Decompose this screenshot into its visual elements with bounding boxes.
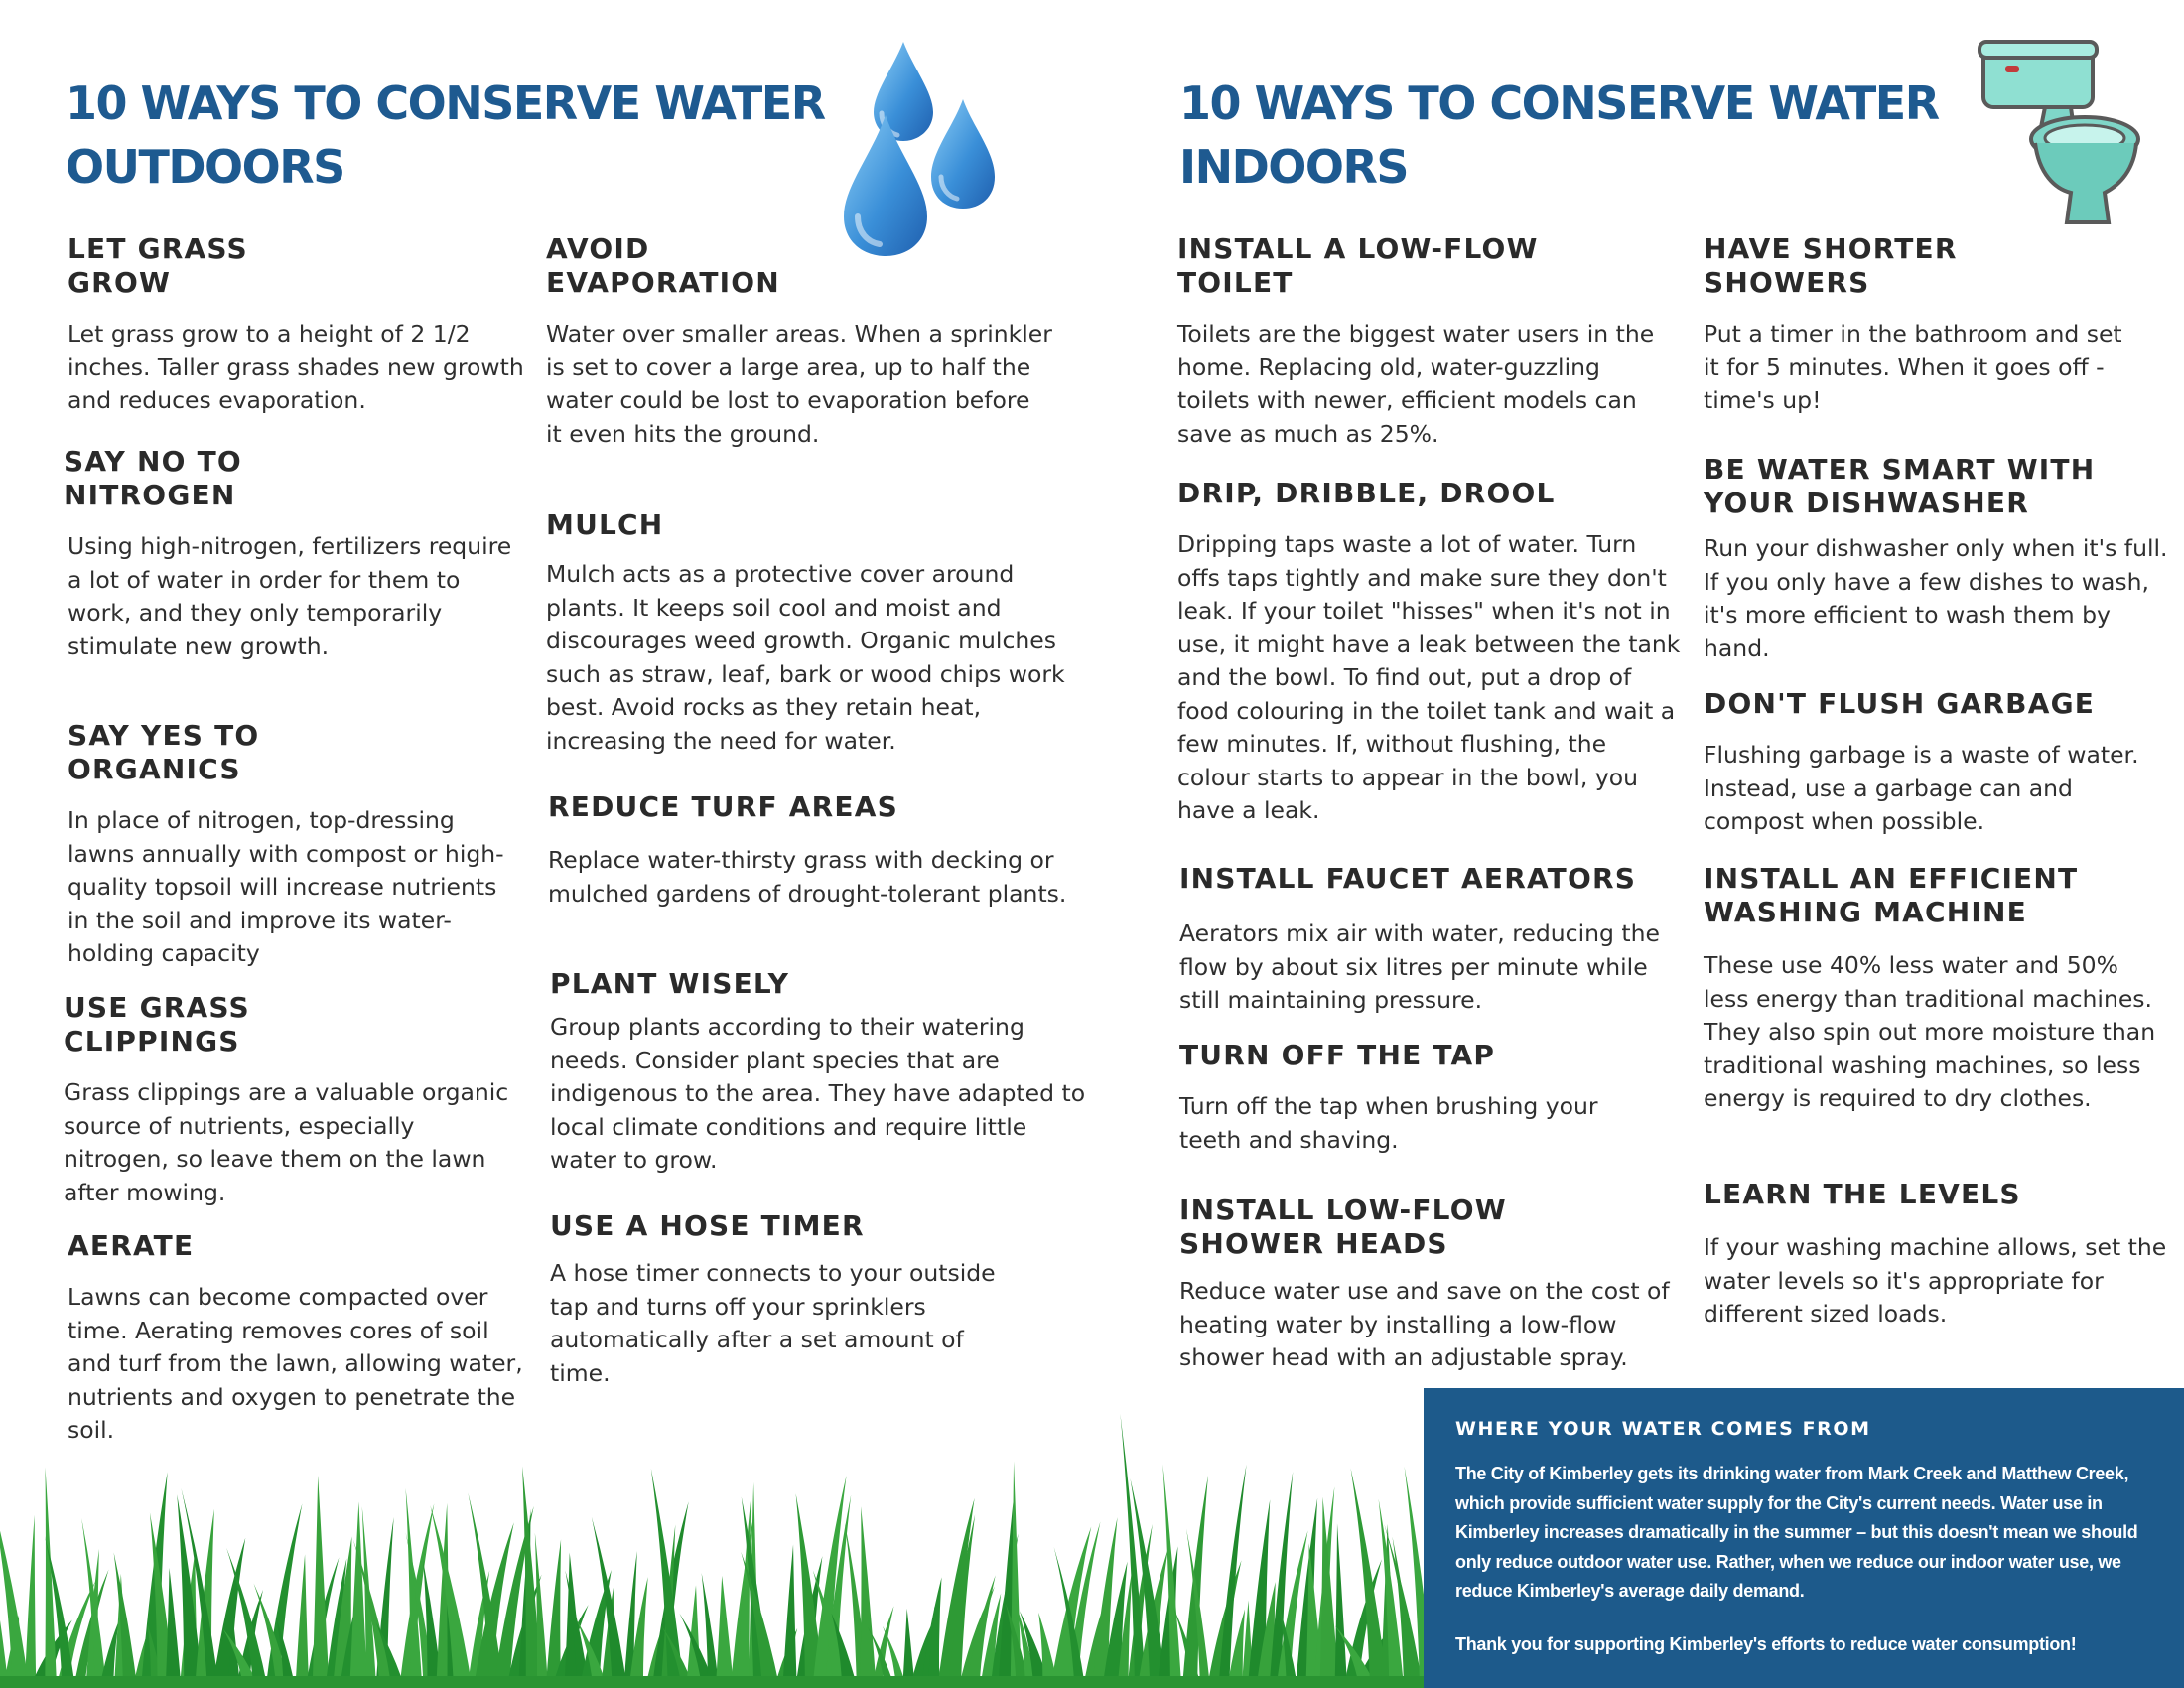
outdoors-title-line1: 10 WAYS TO CONSERVE WATER [66, 76, 825, 130]
grass-blade [313, 1476, 330, 1688]
tip-heading: LEARN THE LEVELS [1704, 1178, 2021, 1210]
info-box-thanks: Thank you for supporting Kimberley's efforts to reduce water consumption! [1455, 1633, 2077, 1654]
tip-install-low-flow-shower-heads [1179, 1194, 1696, 1375]
tip-heading: DRIP, DRIBBLE, DROOL [1177, 477, 1556, 509]
tip-body: A hose timer connects to your outside tap and turns off your sprinklers automatically after a set amount of time. [550, 1259, 996, 1387]
grass-blade [737, 1496, 751, 1688]
tip-heading: AERATE [68, 1229, 195, 1262]
tip-have-shorter-showers [1704, 232, 2170, 418]
grass-blade [860, 1506, 876, 1688]
grass-blade [295, 1554, 309, 1688]
tip-body: Put a timer in the bathroom and set it for 5 minutes. When it goes off - time's up! [1704, 320, 2122, 414]
tip-body: Flushing garbage is a waste of water. Instead, use a garbage can and compost when possible. [1704, 741, 2139, 835]
outdoors-title-line2: OUTDOORS [66, 140, 344, 194]
tip-turn-off-the-tap [1179, 1039, 1696, 1157]
tip-body: Grass clippings are a valuable organic source of nutrients, especially nitrogen, so leave them on the lawn after mowing. [64, 1078, 509, 1206]
tip-heading: SAY NO TO NITROGEN [64, 445, 242, 511]
grass-blade [686, 1585, 701, 1688]
tip-body: Turn off the tap when brushing your teeth and shaving. [1179, 1092, 1598, 1154]
tip-avoid-evaporation [546, 232, 1082, 451]
tip-heading: INSTALL AN EFFICIENT WASHING MACHINE [1704, 862, 2079, 928]
tip-body: Using high-nitrogen, fertilizers require a lot of water in order for them to work, and they only temporarily stimulate new growth. [68, 532, 512, 660]
tip-use-a-hose-timer [550, 1209, 1086, 1390]
tip-body: Lawns can become compacted over time. Aerating removes cores of soil and turf from the lawn, allowing water, nutrients and oxygen to penetrate the soil. [68, 1283, 523, 1444]
tip-heading: TURN OFF THE TAP [1179, 1039, 1496, 1071]
tip-heading: INSTALL LOW-FLOW SHOWER HEADS [1179, 1194, 1507, 1260]
tip-efficient-washing-machine [1704, 862, 2170, 1116]
tip-reduce-turf-areas [548, 790, 1084, 911]
info-box-body: The City of Kimberley gets its drinking water from Mark Creek and Matthew Creek, which provide sufficient water supply for the City's current needs. Water use in Kimberley increases dramatically in the summer – but this doesn't mean we should only reduce outdoor water use. Rather, when we reduce our indoor water use, we reduce Kimberley's average daily demand. [1455, 1464, 2138, 1601]
tip-heading: INSTALL A LOW-FLOW TOILET [1177, 232, 1539, 299]
tip-body: Let grass grow to a height of 2 1/2 inches. Taller grass shades new growth and reduces evaporation. [68, 320, 524, 414]
toilet-icon [1976, 40, 2144, 228]
tip-install-faucet-aerators [1179, 862, 1696, 1018]
tip-heading: USE GRASS CLIPPINGS [64, 991, 250, 1057]
tip-body: If your washing machine allows, set the water levels so it's appropriate for different sized loads. [1704, 1233, 2167, 1328]
grass-blade [546, 1539, 561, 1688]
tip-heading: MULCH [546, 508, 664, 541]
tip-heading: AVOID EVAPORATION [546, 232, 780, 299]
tip-body: Group plants according to their watering needs. Consider plant species that are indigenous to the area. They have adapted to local climate conditions and require little water to grow. [550, 1013, 1086, 1174]
tip-use-grass-clippings [64, 991, 520, 1209]
tip-say-no-to-nitrogen [64, 445, 520, 663]
tip-drip-dribble-drool [1177, 477, 1694, 828]
tip-heading: USE A HOSE TIMER [550, 1209, 865, 1242]
tip-body: Toilets are the biggest water users in the home. Replacing old, water-guzzling toilets with newer, efficient models can save as much as 25%. [1177, 320, 1655, 448]
grass-base [0, 1676, 1430, 1688]
tip-body: Aerators mix air with water, reducing the flow by about six litres per minute while still maintaining pressure. [1179, 919, 1660, 1014]
grass-blade [782, 1545, 796, 1688]
info-box-heading: WHERE YOUR WATER COMES FROM [1455, 1418, 1871, 1440]
grass-blade [1335, 1523, 1348, 1688]
tip-heading: PLANT WISELY [550, 967, 790, 1000]
tip-body: In place of nitrogen, top-dressing lawns annually with compost or high-quality topsoil will increase nutrients in the soil and improve its water-holding capacity [68, 806, 504, 967]
tip-body: These use 40% less water and 50% less energy than traditional machines. They also spin out more moisture than traditional washing machines, so less energy is required to dry clothes. [1704, 951, 2156, 1112]
tip-body: Replace water-thirsty grass with decking or mulched gardens of drought-tolerant plants. [548, 846, 1067, 908]
tip-heading: SAY YES TO ORGANICS [68, 719, 260, 785]
tip-let-grass-grow [68, 232, 524, 418]
grass-blade [25, 1515, 37, 1688]
indoors-title-line2: INDOORS [1179, 140, 1409, 194]
tip-body: Run your dishwasher only when it's full. If you only have a few dishes to wash, it's more efficient to wash them by hand. [1704, 534, 2168, 662]
tip-install-low-flow-toilet [1177, 232, 1694, 451]
tip-dont-flush-garbage [1704, 687, 2170, 839]
grass-illustration [0, 1380, 1430, 1688]
tip-say-yes-to-organics [68, 719, 524, 971]
indoors-title [1179, 71, 1939, 199]
tip-body: Mulch acts as a protective cover around plants. It keeps soil cool and moist and discourages weed growth. Organic mulches such as straw, leaf, bark or wood chips work best. Avoid rocks as they retain heat, increasing the need for water. [546, 560, 1065, 755]
tip-heading: REDUCE TURF AREAS [548, 790, 898, 823]
tip-learn-the-levels [1704, 1178, 2170, 1332]
tip-body: Dripping taps waste a lot of water. Turn offs taps tightly and make sure they don't leak. If your toilet "hisses" when it's not in use, it might have a leak between the tank and the bowl. To find out, put a drop of food colouring in the toilet tank and wait a few minutes. If, without flushing, the colour starts to appear in the bowl, you have a leak. [1177, 530, 1681, 824]
tip-body: Water over smaller areas. When a sprinkler is set to cover a large area, up to half the water could be lost to evaporation before it even hits the ground. [546, 320, 1052, 448]
water-source-info-box [1424, 1388, 2184, 1688]
outdoors-title [66, 71, 825, 199]
tip-dishwasher [1704, 453, 2170, 665]
tip-heading: BE WATER SMART WITH YOUR DISHWASHER [1704, 453, 2096, 519]
indoors-title-line1: 10 WAYS TO CONSERVE WATER [1179, 76, 1939, 130]
tip-heading: INSTALL FAUCET AERATORS [1179, 862, 1637, 895]
grass-blade [166, 1568, 182, 1688]
tip-heading: LET GRASS GROW [68, 232, 248, 299]
tip-heading: HAVE SHORTER SHOWERS [1704, 232, 1958, 299]
tip-heading: DON'T FLUSH GARBAGE [1704, 687, 2096, 720]
tip-plant-wisely [550, 967, 1086, 1178]
tip-mulch [546, 508, 1082, 758]
tip-body: Reduce water use and save on the cost of heating water by installing a low-flow shower head with an adjustable spray. [1179, 1277, 1670, 1371]
grass-blade [716, 1576, 734, 1688]
grass-blade [349, 1501, 367, 1688]
